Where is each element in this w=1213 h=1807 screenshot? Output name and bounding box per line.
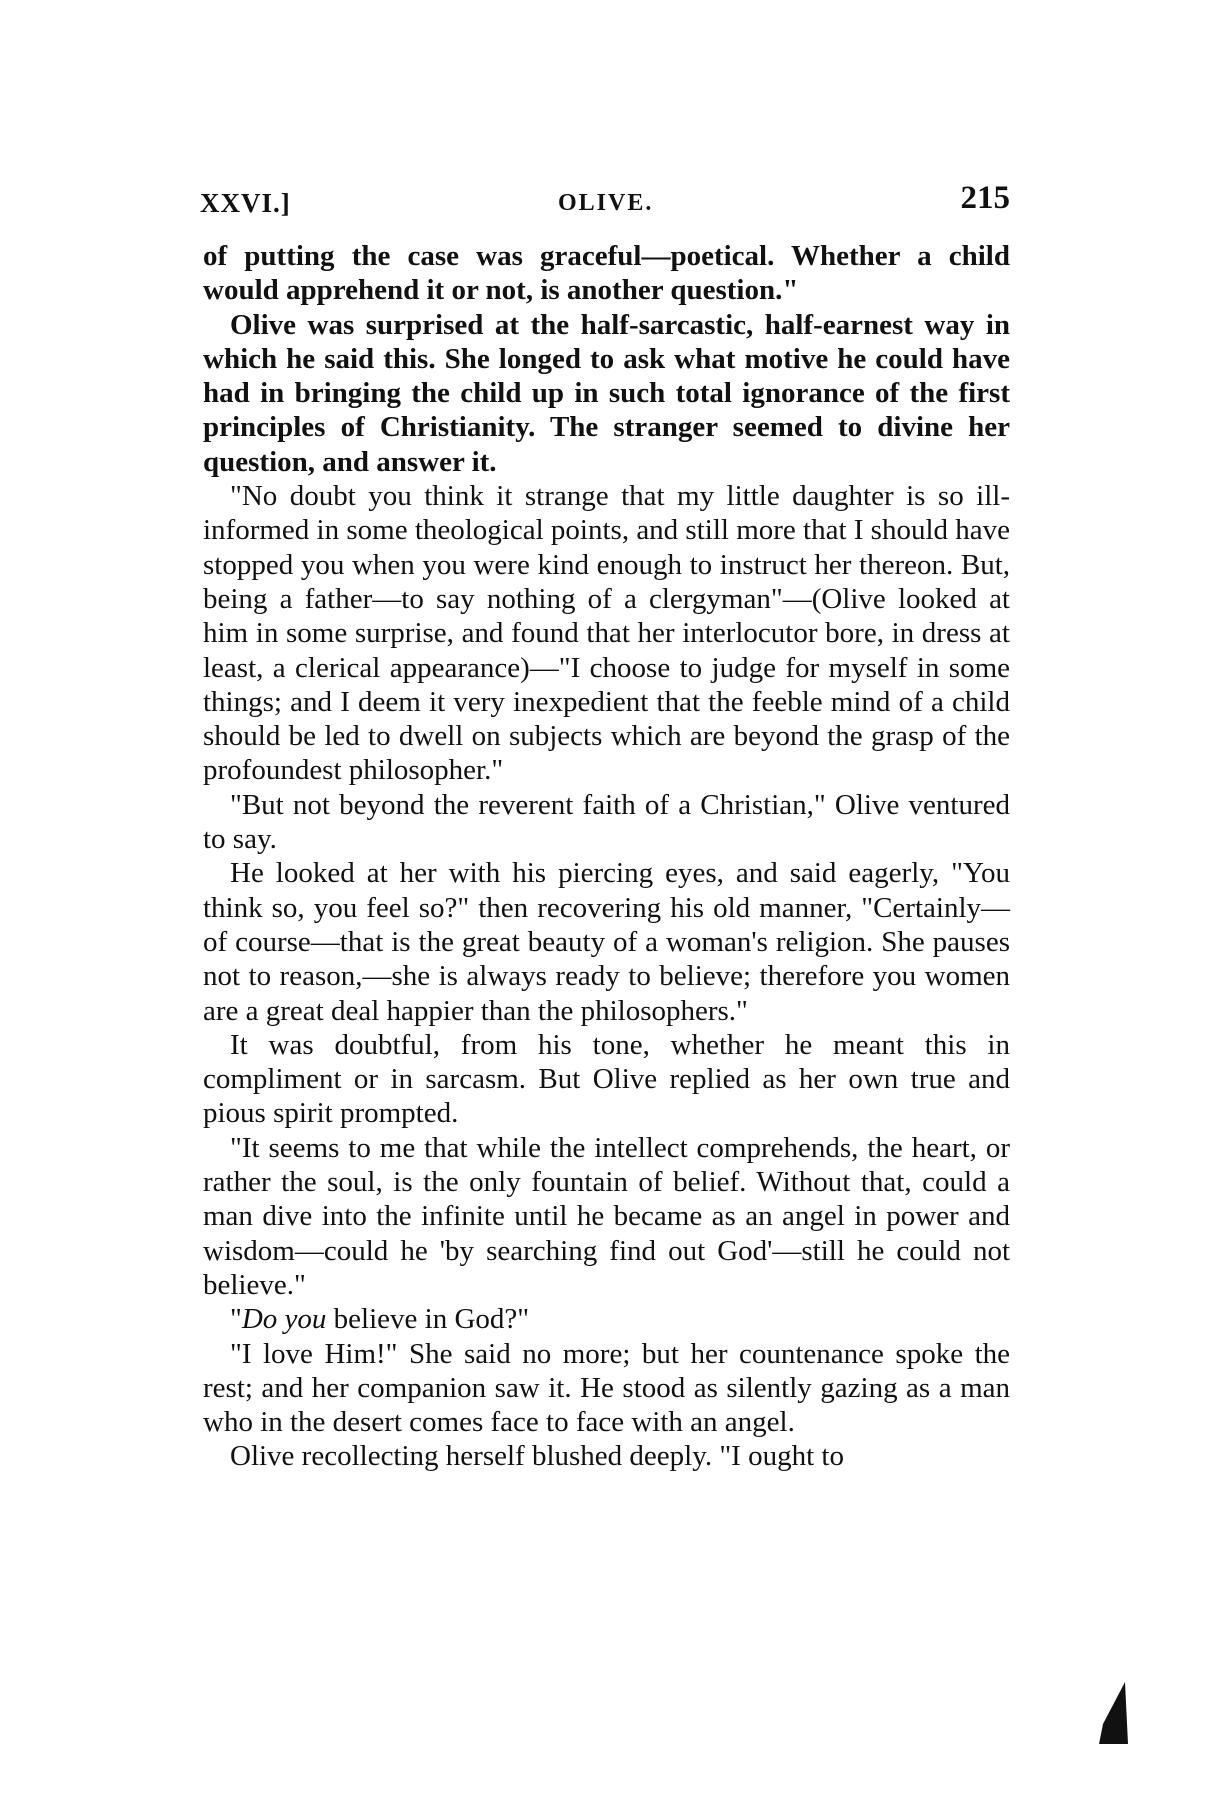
- running-title: OLIVE.: [558, 190, 654, 216]
- paragraph: It was doubtful, from his tone, whether he meant this in compliment or in sarcasm. But Olive replied as her own true and pious spirit prompted.: [203, 1028, 1010, 1130]
- running-header: [200, 180, 1010, 230]
- paragraph: "I love Him!" She said no more; but her countenance spoke the rest; and her companion saw it. He stood as silently gazing as a man who in the desert comes face to face with an angel.: [203, 1337, 1010, 1439]
- question-rest: believe in God?": [326, 1303, 530, 1336]
- open-quote: ": [230, 1303, 242, 1336]
- paragraph: Olive was surprised at the half-sarcastic, half-earnest way in which he said this. She longed to ask what motive he could have had in bringing the child up in such total ignorance of the first principles of Christianity. The stranger seemed to divine her question, and answer it.: [203, 308, 1010, 478]
- paragraph: He looked at her with his piercing eyes, and said eagerly, "You think so, you feel so?" then recovering his old manner, "Certainly—of course—that is the great beauty of a woman's religion. She pauses not to reason,—she is always ready to believe; therefore you women are a great deal happier than the philosophers.": [203, 857, 1010, 1027]
- italic-phrase: Do you: [241, 1303, 327, 1336]
- body-text: [203, 239, 1010, 1474]
- paragraph: "But not beyond the reverent faith of a Christian," Olive ventured to say.: [203, 788, 1010, 856]
- chapter-number: XXVI.]: [200, 188, 291, 218]
- paragraph: "No doubt you think it strange that my little daughter is so ill-informed in some theological points, and still more that I should have stopped you when you were kind enough to instruct her thereon. But, being a father—to say nothing of a clergyman"—(Olive looked at him in some surprise, and found that her interlocutor bore, in dress at least, a clerical appearance)—"I choose to judge for myself in some things; and I deem it very inexpedient that the feeble mind of a child should be led to dwell on subjects which are beyond the grasp of the profoundest philosopher.": [203, 480, 1011, 787]
- paragraph-continuation: of putting the case was graceful—poetical. Whether a child would apprehend it or not, is another question.": [203, 240, 1010, 307]
- paragraph: "It seems to me that while the intellect comprehends, the heart, or rather the soul, is the only fountain of belief. Without that, could a man dive into the infinite until he became as an angel in power and wisdom—could he 'by searching find out God'—still he could not believe.": [203, 1131, 1010, 1301]
- paragraph-last: Olive recollecting herself blushed deeply. "I ought to: [230, 1440, 844, 1473]
- page-number: 215: [960, 180, 1010, 216]
- paragraph-question: [203, 1302, 1010, 1336]
- ink-mark-icon: [1097, 1680, 1129, 1746]
